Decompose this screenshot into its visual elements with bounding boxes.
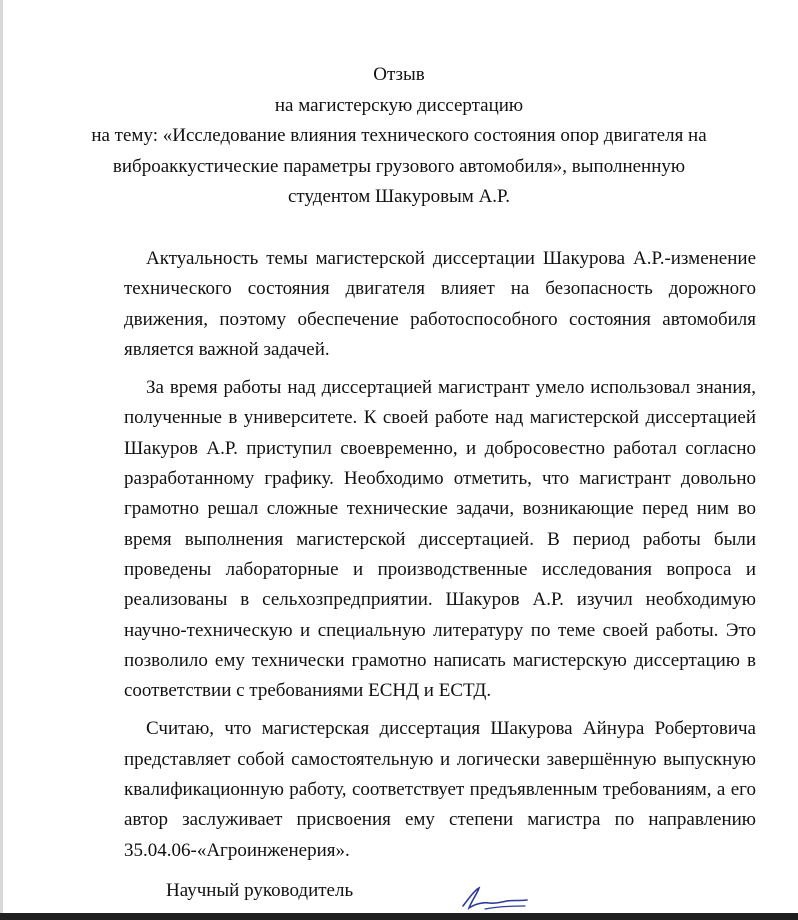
document-header [0,60,798,213]
header-line-3: на тему: «Исследование влияния технического состояния опор двигателя на [91,125,707,146]
paragraph-work-description: За время работы над диссертацией магистрант умело использовал знания, полученные в университете. К своей работе над магистерской диссертацией Шакуров А.Р. приступил своевременно, и добросовестно работал согласно разработанному графику. Необходимо отметить, что магистрант довольно грамотно решал сложные технические задачи, возникающие перед ним во время выполнения магистерской диссертацией. В период работы были проведены лабораторные и производственные исследования вопроса и реализованы в сельхозпредприятии. Шакуров А.Р. изучил необходимую научно-техническую и специальную литературу по теме своей работы. Это позволило ему технически грамотно написать магистерскую диссертацию в соответствии с требованиями ЕСНД и ЕСТД. [124,377,756,702]
header-line-4: виброаккустические параметры грузового автомобиля», выполненную [112,155,686,177]
document-title: Отзыв [373,64,425,85]
bottom-bar [0,913,798,920]
signature-label: Научный руководитель [166,880,354,901]
document-body [124,244,756,874]
handwritten-signature [455,882,535,912]
paragraph-conclusion: Считаю, что магистерская диссертация Шакурова Айнура Робертовича представляет собой самостоятельную и логически завершённую выпускную квалификационную работу, соответствует предъявленным требованиям, а его автор заслуживает присвоения ему степени магистра по направлению 35.04.06-«Агроинженерия». [124,718,756,861]
header-line-2: на магистерскую диссертацию [274,94,524,116]
paragraph-relevance: Актуальность темы магистерской диссертации Шакурова А.Р.-изменение технического состояния двигателя влияет на безопасность дорожного движения, поэтому обеспечение работоспособного состояния автомобиля является важной задачей. [124,248,756,360]
header-line-5: студентом Шакуровым А.Р. [287,186,510,207]
